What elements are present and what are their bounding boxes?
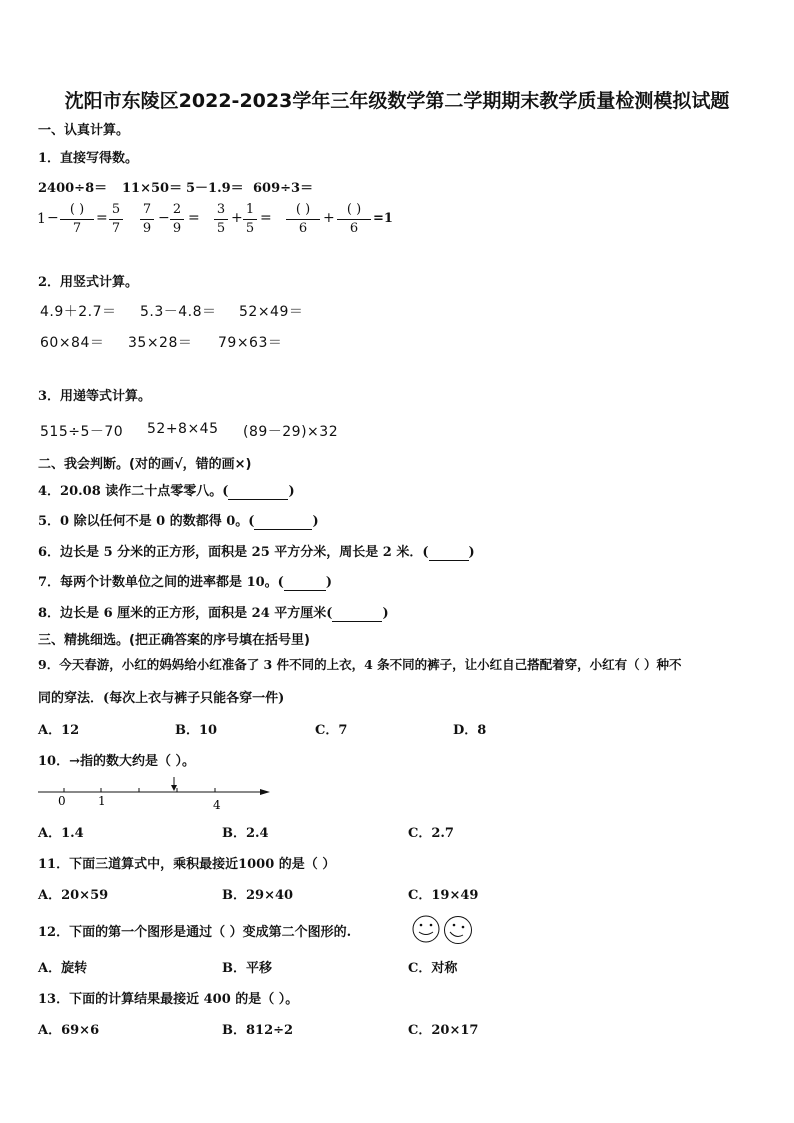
calc-item: 79×63＝ — [218, 335, 283, 351]
option-a[interactable]: A．1.4 — [38, 826, 84, 841]
option-a[interactable]: A．12 — [38, 723, 80, 738]
question-12: 12．下面的第一个图形是通过（ ）变成第二个图形的. — [38, 925, 352, 940]
fraction — [170, 201, 184, 238]
number-line-arrowhead — [260, 789, 270, 795]
option-c[interactable]: C．2.7 — [408, 826, 454, 841]
fraction — [243, 201, 257, 238]
plus-sign: + — [231, 210, 243, 226]
option-b[interactable]: B．10 — [175, 723, 218, 738]
fraction-denominator: 5 — [216, 221, 226, 236]
equals-sign: = — [188, 210, 200, 226]
fraction — [60, 201, 94, 238]
option-c[interactable]: C．19×49 — [408, 888, 479, 903]
page-title: 沈阳市东陵区2022-2023学年三年级数学第二学期期末教学质量检测模拟试题 — [64, 90, 730, 112]
judge-question-6 — [38, 541, 475, 561]
equals-sign: = — [96, 210, 108, 226]
fraction-numerator: 2 — [170, 201, 184, 220]
question-9-line-2: 同的穿法．(每次上衣与裤子只能各穿一件) — [38, 691, 285, 706]
answer-blank[interactable] — [429, 545, 469, 561]
fraction — [286, 201, 320, 238]
calc-item: 11×50＝ — [122, 181, 183, 196]
question-text: 4．20.08 读作二十点零零八。( — [38, 484, 229, 499]
calc-item: 52×49＝ — [239, 304, 304, 320]
option-d[interactable]: D．8 — [453, 723, 487, 738]
question-text: 8．边长是 6 厘米的正方形，面积是 24 平方厘米( — [38, 606, 333, 621]
fraction — [140, 201, 154, 238]
question-3: 3．用递等式计算。 — [38, 389, 152, 404]
section-3-heading: 三、精挑细选。(把正确答案的序号填在括号里) — [38, 633, 310, 648]
fraction-denominator: 5 — [245, 221, 255, 236]
question-9-line-1: 9．今天春游，小红的妈妈给小红准备了 3 件不同的上衣，4 条不同的裤子，让小红自己搭配着穿，小红有（ ）种不 — [38, 657, 682, 672]
fraction — [337, 201, 371, 238]
fraction-denominator: 6 — [349, 221, 359, 236]
fraction-numerator: 3 — [214, 201, 228, 220]
tick-label: 0 — [58, 794, 66, 808]
close-paren: ) — [468, 545, 475, 560]
fraction-denominator: 7 — [72, 221, 82, 236]
fraction-numerator-blank: ( ) — [337, 201, 371, 220]
question-13: 13．下面的计算结果最接近 400 的是（ ）。 — [38, 992, 299, 1007]
answer-blank[interactable] — [332, 606, 382, 622]
fraction — [214, 201, 228, 238]
section-2-heading: 二、我会判断。(对的画√，错的画×) — [38, 457, 252, 472]
question-2: 2．用竖式计算。 — [38, 275, 139, 290]
close-paren: ) — [288, 484, 295, 499]
option-a[interactable]: A．旋转 — [38, 961, 88, 976]
question-text: 7．每两个计数单位之间的进率都是 10。( — [38, 575, 284, 590]
option-a[interactable]: A．20×59 — [38, 888, 109, 903]
fraction-numerator: 1 — [243, 201, 257, 220]
option-c[interactable]: C．7 — [315, 723, 348, 738]
question-text: 6．边长是 5 分米的正方形，面积是 25 平方分米，周长是 2 米．( — [38, 545, 429, 560]
judge-question-5 — [38, 510, 319, 530]
answer-blank[interactable] — [284, 575, 326, 591]
fraction-denominator: 9 — [142, 221, 152, 236]
question-1: 1．直接写得数。 — [38, 151, 139, 166]
calc-item: 4.9＋2.7＝ — [40, 304, 117, 320]
smiley-face-icon — [413, 916, 439, 942]
close-paren: ) — [325, 575, 332, 590]
option-b[interactable]: B．812÷2 — [222, 1023, 294, 1038]
calc-item: 515÷5－70 — [40, 424, 124, 440]
tick-label: 4 — [213, 798, 221, 810]
fraction-denominator: 6 — [298, 221, 308, 236]
answer-blank[interactable] — [254, 514, 312, 530]
pointer-arrowhead-icon — [171, 785, 177, 791]
tick-label: 1 — [98, 794, 106, 808]
option-b[interactable]: B．平移 — [222, 961, 272, 976]
answer-blank[interactable] — [228, 484, 288, 500]
option-c[interactable]: C．对称 — [408, 961, 458, 976]
minus-sign: − — [158, 210, 170, 226]
calc-item: 609÷3＝ — [253, 181, 314, 196]
option-b[interactable]: B．29×40 — [222, 888, 294, 903]
question-text: 5．0 除以任何不是 0 的数都得 0。( — [38, 514, 255, 529]
calc-item: 5－1.9＝ — [186, 181, 244, 196]
fraction-denominator: 7 — [111, 221, 121, 236]
calc-item: 35×28＝ — [128, 335, 193, 351]
fraction-denominator: 9 — [172, 221, 182, 236]
fraction-whole: 1 — [37, 211, 46, 227]
fraction-numerator-blank: ( ) — [60, 201, 94, 220]
equals-sign: = — [260, 210, 272, 226]
calc-item: 52+8×45 — [147, 421, 219, 437]
smiley-faces-figure — [410, 914, 476, 946]
question-11: 11．下面三道算式中，乘积最接近1000 的是（ ） — [38, 857, 336, 872]
minus-sign: − — [47, 210, 59, 226]
option-c[interactable]: C．20×17 — [408, 1023, 479, 1038]
equals-one: =1 — [373, 211, 393, 226]
calc-item: 5.3－4.8＝ — [140, 304, 217, 320]
fraction — [109, 201, 123, 238]
fraction-numerator: 7 — [140, 201, 154, 220]
calc-item: 2400÷8＝ — [38, 181, 108, 196]
rotated-smiley-face-icon — [445, 917, 472, 944]
plus-sign: + — [323, 210, 335, 226]
number-line-figure — [36, 774, 276, 810]
fraction-numerator-blank: ( ) — [286, 201, 320, 220]
calc-item: 60×84＝ — [40, 335, 105, 351]
close-paren: ) — [312, 514, 319, 529]
calc-item: (89－29)×32 — [243, 424, 339, 440]
option-a[interactable]: A．69×6 — [38, 1023, 100, 1038]
fraction-numerator: 5 — [109, 201, 123, 220]
option-b[interactable]: B．2.4 — [222, 826, 269, 841]
section-1-heading: 一、认真计算。 — [38, 123, 130, 138]
close-paren: ) — [382, 606, 389, 621]
judge-question-4 — [38, 480, 295, 500]
judge-question-7 — [38, 571, 332, 591]
question-10: 10．→指的数大约是（ ）。 — [38, 754, 196, 769]
judge-question-8 — [38, 602, 389, 622]
